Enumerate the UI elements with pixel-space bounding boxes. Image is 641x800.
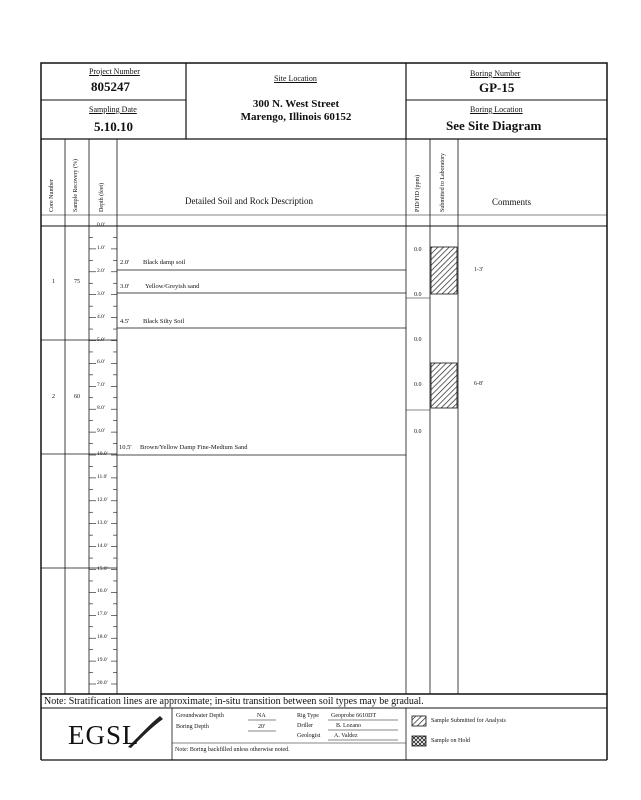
depth-tick-label: 3.0' bbox=[97, 290, 105, 297]
depth-tick-label: 18.0' bbox=[97, 634, 108, 641]
layer-description: Black Silty Soil bbox=[143, 318, 185, 325]
depth-tick-label: 11.0' bbox=[97, 473, 108, 480]
driller-value: B. Lozano bbox=[336, 723, 361, 729]
layer-description: Yellow/Greyish sand bbox=[145, 283, 200, 290]
groundwater-depth-value: NA bbox=[257, 713, 266, 719]
core-recovery: 75 bbox=[74, 279, 80, 285]
depth-header: Depth (feet) bbox=[99, 182, 105, 212]
egsl-logo: EGSL bbox=[68, 720, 140, 750]
pid-reading: 0.0 bbox=[414, 247, 422, 253]
depth-tick-label: 0.0' bbox=[97, 222, 105, 228]
boring-depth-value: 20' bbox=[258, 724, 266, 730]
depth-tick-label: 9.0' bbox=[97, 428, 105, 435]
site-location-label: Site Location bbox=[274, 74, 317, 83]
pid-reading: 0.0 bbox=[414, 337, 422, 343]
depth-tick-label: 10.0' bbox=[97, 451, 108, 457]
sampling-date-label: Sampling Date bbox=[89, 105, 137, 114]
depth-tick-label: 8.0' bbox=[97, 405, 105, 412]
depth-tick-label: 5.0' bbox=[97, 336, 105, 343]
pid-header: PID/FID (ppm) bbox=[415, 174, 421, 212]
layer-description: Brown/Yellow Damp Fine-Medium Sand bbox=[140, 444, 248, 451]
core-recovery: 60 bbox=[74, 394, 80, 400]
boring-location: See Site Diagram bbox=[446, 118, 542, 133]
site-address-line1: 300 N. West Street bbox=[252, 98, 340, 110]
depth-tick-label: 20.0' bbox=[97, 680, 108, 686]
geologist-value: A. Valdez bbox=[334, 733, 358, 739]
depth-tick-label: 7.0' bbox=[97, 382, 105, 389]
rig-type-value: Geoprobe 6610DT bbox=[331, 713, 377, 719]
boring-location-label: Boring Location bbox=[470, 105, 523, 114]
project-number-label: Project Number bbox=[89, 67, 140, 76]
layer-description: Black damp soil bbox=[143, 259, 186, 266]
depth-tick-label: 13.0' bbox=[97, 519, 108, 526]
boring-number-label: Boring Number bbox=[470, 69, 521, 78]
depth-tick-label: 19.0' bbox=[97, 657, 108, 664]
core-number: 1 bbox=[52, 279, 55, 285]
site-address-line2: Marengo, Illinois 60152 bbox=[240, 111, 352, 123]
layer-depth: 4.5' bbox=[120, 318, 130, 325]
depth-tick-label: 6.0' bbox=[97, 359, 105, 366]
analysis-legend-swatch bbox=[412, 716, 426, 726]
depth-tick-label: 4.0' bbox=[97, 313, 105, 320]
depth-tick-label: 15.0' bbox=[97, 565, 108, 572]
layer-depth: 3.0' bbox=[120, 283, 130, 290]
depth-tick-label: 1.0' bbox=[97, 244, 105, 251]
project-number: 805247 bbox=[91, 79, 130, 94]
rig-type-label: Rig Type bbox=[297, 713, 319, 719]
sampling-date: 5.10.10 bbox=[94, 119, 133, 134]
layer-depth: 2.0' bbox=[120, 259, 130, 266]
submitted-header: Submitted to Laboratory bbox=[440, 153, 446, 212]
driller-label: Driller bbox=[297, 723, 313, 729]
core-number-header: Core Number bbox=[49, 179, 55, 212]
comments-header: Comments bbox=[492, 197, 532, 207]
depth-tick-label: 2.0' bbox=[97, 267, 105, 274]
comment: 6-8' bbox=[474, 381, 484, 387]
sample-recovery-header: Sample Recovery (%) bbox=[73, 159, 79, 212]
description-header: Detailed Soil and Rock Description bbox=[185, 196, 313, 206]
depth-tick-label: 14.0' bbox=[97, 542, 108, 549]
backfill-note: Note: Boring backfilled unless otherwise noted. bbox=[175, 747, 290, 753]
pid-reading: 0.0 bbox=[414, 382, 422, 388]
stratification-note: Note: Stratification lines are approximate; in-situ transition between soil types may be gradual. bbox=[44, 696, 424, 707]
boring-number: GP-15 bbox=[479, 80, 515, 95]
comment: 1-3' bbox=[474, 267, 484, 273]
legend-hold: Sample on Hold bbox=[431, 738, 470, 744]
layer-depth: 10.5' bbox=[119, 444, 132, 451]
pid-reading: 0.0 bbox=[414, 292, 422, 298]
pid-reading: 0.0 bbox=[414, 429, 422, 435]
boring-depth-label: Boring Depth bbox=[176, 724, 209, 730]
legend-analysis: Sample Submitted for Analysis bbox=[431, 718, 506, 724]
depth-tick-label: 12.0' bbox=[97, 496, 108, 503]
groundwater-depth-label: Groundwater Depth bbox=[176, 713, 224, 719]
hold-legend-swatch bbox=[412, 736, 426, 746]
core-number: 2 bbox=[52, 394, 55, 400]
depth-tick-label: 17.0' bbox=[97, 611, 108, 618]
depth-tick-label: 16.0' bbox=[97, 588, 108, 595]
geologist-label: Geologist bbox=[297, 733, 321, 739]
